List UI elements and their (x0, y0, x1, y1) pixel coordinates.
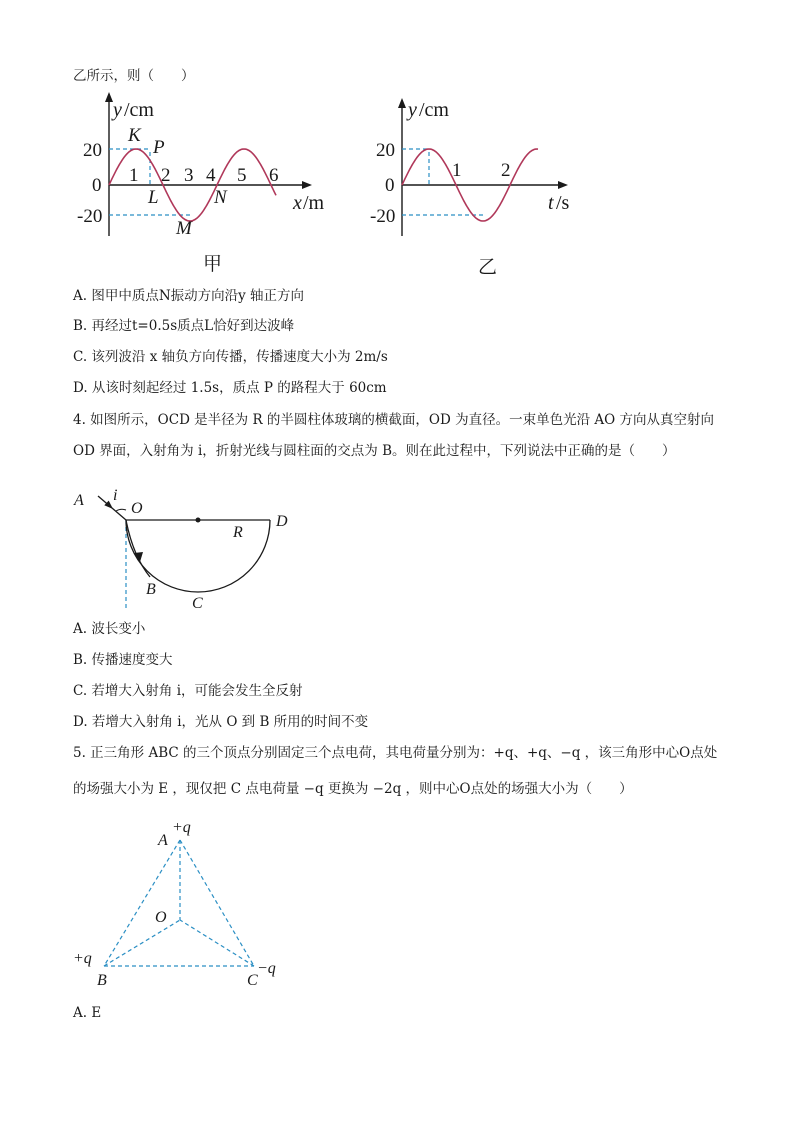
jia-tick-x-2: 2 (161, 165, 171, 186)
q5-label-c: C (247, 972, 258, 989)
q5-edge-ab (104, 840, 180, 966)
q4-label-o: O (131, 500, 143, 517)
yi-xunit: /s (556, 192, 570, 214)
yi-tick-y-neg20: -20 (370, 206, 396, 227)
yi-xlabel: t (548, 192, 554, 214)
q5-stem-line2: 的场强大小为 E ，现仅把 C 点电荷量 −q 更换为 −2q ，则中心O点处的场强大小为（ ） (73, 781, 633, 797)
q4-label-b: B (146, 581, 156, 598)
jia-xunit: /m (303, 192, 325, 214)
q5-charge-a: +q (172, 819, 191, 836)
q4-option-a: A. 波长变小 (73, 621, 146, 637)
q5-option-a: A. E (73, 1005, 102, 1021)
jia-xlabel: x (293, 192, 302, 214)
yi-tick-x-2: 2 (501, 160, 511, 181)
jia-tick-x-3: 3 (184, 165, 194, 186)
q4-label-i: i (113, 487, 118, 504)
q3-lead: 乙所示，则（ ） (73, 68, 195, 84)
q3-option-d: D. 从该时刻起经过 1.5s，质点 P 的路程大于 60cm (73, 380, 387, 396)
jia-tick-x-6: 6 (269, 165, 279, 186)
jia-tick-x-4: 4 (206, 165, 216, 186)
q5-label-o: O (155, 909, 167, 926)
jia-tick-y-neg20: -20 (77, 206, 103, 227)
jia-point-p: P (153, 137, 165, 158)
q4-label-a: A (74, 492, 84, 509)
jia-tick-y-0: 0 (92, 175, 102, 196)
q5-line-co (180, 920, 254, 966)
jia-ylabel: y (113, 99, 122, 121)
q4-option-d: D. 若增大入射角 i，光从 O 到 B 所用的时间不变 (73, 714, 369, 730)
caption-jia: 甲 (203, 253, 223, 275)
q3-option-c: C. 该列波沿 x 轴负方向传播，传播速度大小为 2m/s (73, 349, 388, 365)
yi-tick-y-20: 20 (376, 140, 395, 161)
q4-option-c: C. 若增大入射角 i，可能会发生全反射 (73, 683, 303, 699)
q5-line-bo (104, 920, 180, 966)
caption-yi: 乙 (478, 256, 498, 278)
q5-label-b: B (97, 972, 107, 989)
q4-stem-line2: OD 界面，入射角为 i，折射光线与圆柱面的交点为 B。则在此过程中，下列说法中正确的是（ ） (73, 443, 676, 459)
yi-yunit: /cm (419, 99, 449, 121)
yi-ylabel: y (408, 99, 417, 121)
q5-label-a: A (158, 832, 168, 849)
jia-tick-x-1: 1 (129, 165, 139, 186)
q3-option-b: B. 再经过t=0.5s质点L恰好到达波峰 (73, 318, 295, 334)
yi-tick-x-1: 1 (452, 160, 462, 181)
jia-point-k: K (128, 125, 141, 146)
jia-point-m: M (176, 218, 192, 239)
yi-tick-y-0: 0 (385, 175, 395, 196)
q5-stem-line1: 5. 正三角形 ABC 的三个顶点分别固定三个点电荷，其电荷量分别为：+q、+q、−q ，该三角形中心O点处 (73, 745, 718, 761)
jia-tick-y-20: 20 (83, 140, 102, 161)
q5-edge-ac (180, 840, 254, 966)
jia-point-n: N (214, 187, 227, 208)
q5-charge-b: +q (73, 950, 92, 967)
q4-label-c: C (192, 595, 203, 612)
q4-label-d: D (276, 513, 288, 530)
jia-yunit: /cm (124, 99, 154, 121)
q4-stem-line1: 4. 如图所示，OCD 是半径为 R 的半圆柱体玻璃的横截面，OD 为直径。一束单色光沿 AO 方向从真空射向 (73, 412, 715, 428)
q5-charge-c: −q (257, 960, 276, 977)
jia-tick-x-5: 5 (237, 165, 247, 186)
q3-option-a: A. 图甲中质点N振动方向沿y 轴正方向 (73, 288, 305, 304)
q4-option-b: B. 传播速度变大 (73, 652, 173, 668)
jia-point-l: L (148, 187, 159, 208)
q4-label-r: R (233, 524, 243, 541)
